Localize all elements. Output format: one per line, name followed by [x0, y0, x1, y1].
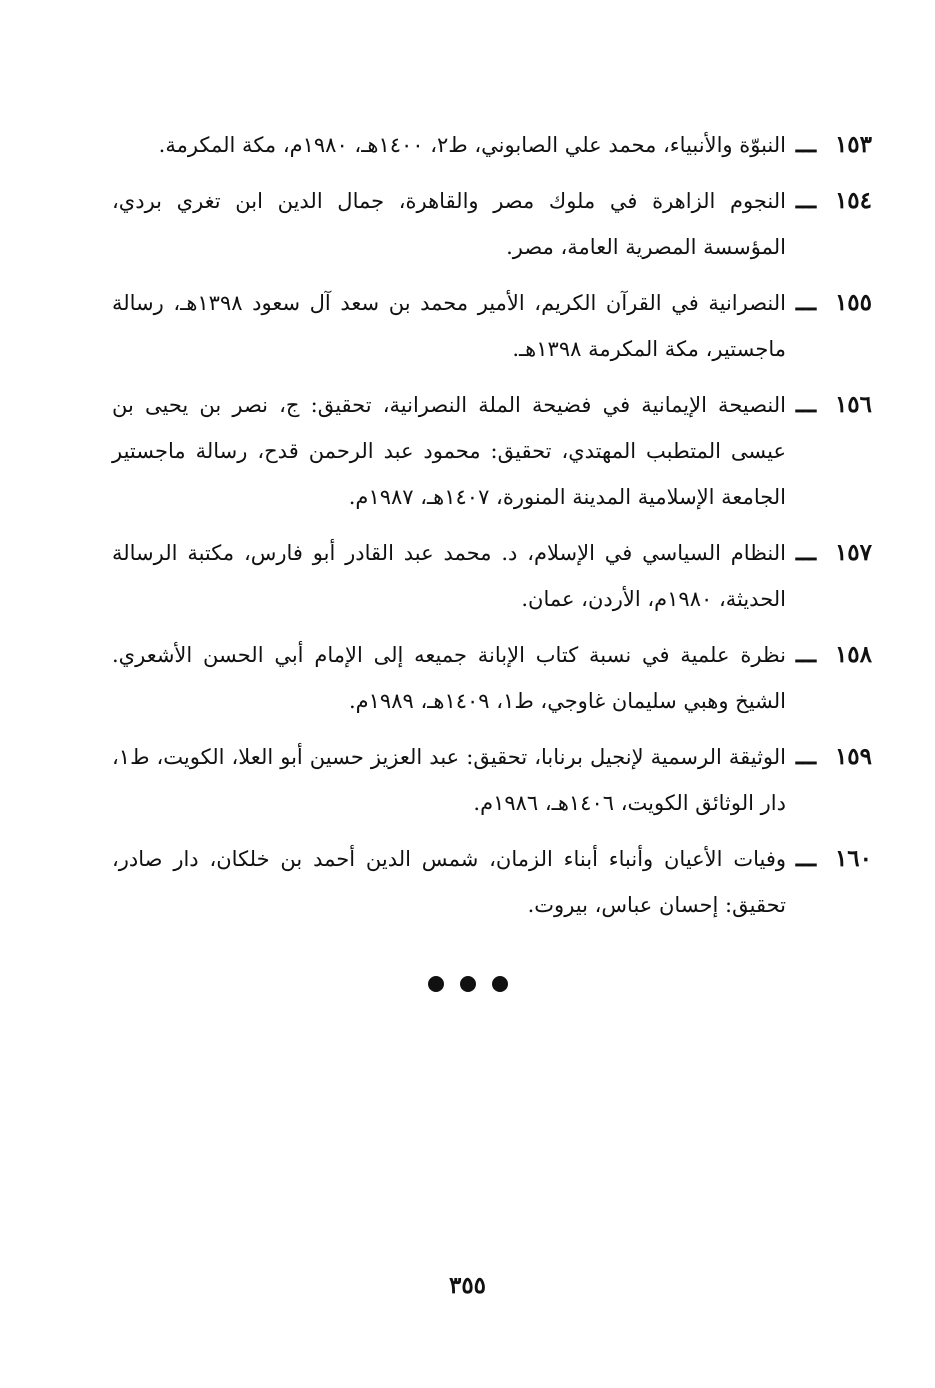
reference-dash: ـــ [795, 641, 817, 668]
reference-item [112, 382, 872, 520]
reference-text: النظام السياسي في الإسلام، د. محمد عبد القادر أبو فارس، مكتبة الرسالة الحديثة، ١٩٨٠م، الأردن، عمان. [112, 541, 786, 611]
ornament-dot [428, 976, 444, 992]
reference-item [112, 632, 872, 724]
reference-item [112, 178, 872, 270]
reference-text: نظرة علمية في نسبة كتاب الإبانة جميعه إلى الإمام أبي الحسن الأشعري. الشيخ وهبي سليمان غاوجي، ط١، ١٤٠٩هـ، ١٩٨٩م. [112, 643, 786, 713]
reference-text: النصيحة الإيمانية في فضيحة الملة النصرانية، تحقيق: ج، نصر بن يحيى بن عيسى المتطبب المهتدي، تحقيق: محمود عبد الرحمن قدح، رسالة ماجستير الجامعة الإسلامية المدينة المنورة، ١٤٠٧هـ، ١٩٨٧م. [112, 393, 786, 509]
ornament-dot [492, 976, 508, 992]
reference-number: ١٥٤ [834, 187, 872, 214]
reference-dash: ـــ [795, 131, 817, 158]
section-end-ornament [0, 976, 935, 992]
reference-dash: ـــ [795, 187, 817, 214]
reference-list [112, 122, 872, 938]
reference-dash: ـــ [795, 391, 817, 418]
reference-item [112, 734, 872, 826]
reference-dash: ـــ [795, 845, 817, 872]
reference-text: النجوم الزاهرة في ملوك مصر والقاهرة، جمال الدين ابن تغري بردي، المؤسسة المصرية العامة، مصر. [112, 189, 786, 259]
reference-text: النصرانية في القرآن الكريم، الأمير محمد بن سعد آل سعود ١٣٩٨هـ، رسالة ماجستير، مكة المكرمة ١٣٩٨هـ. [112, 291, 786, 361]
reference-text: النبوّة والأنبياء، محمد علي الصابوني، ط٢، ١٤٠٠هـ، ١٩٨٠م، مكة المكرمة. [158, 133, 786, 157]
reference-dash: ـــ [795, 743, 817, 770]
reference-number: ١٥٦ [834, 391, 872, 418]
reference-number: ١٥٥ [834, 289, 872, 316]
reference-item [112, 280, 872, 372]
reference-dash: ـــ [795, 539, 817, 566]
reference-number: ١٥٣ [834, 131, 872, 158]
reference-dash: ـــ [795, 289, 817, 316]
reference-item [112, 836, 872, 928]
page-number: ٣٥٥ [448, 1272, 487, 1299]
reference-text: وفيات الأعيان وأنباء أبناء الزمان، شمس الدين أحمد بن خلكان، دار صادر، تحقيق: إحسان عباس، بيروت. [112, 847, 787, 917]
ornament-dot [460, 976, 476, 992]
reference-item [112, 530, 872, 622]
reference-number: ١٥٨ [834, 641, 872, 668]
reference-text: الوثيقة الرسمية لإنجيل برنابا، تحقيق: عبد العزيز حسين أبو العلا، الكويت، ط١، دار الوثائق الكويت، ١٤٠٦هـ، ١٩٨٦م. [112, 745, 786, 815]
reference-number: ١٥٧ [834, 539, 872, 566]
reference-item [112, 122, 872, 168]
reference-number: ١٥٩ [834, 743, 872, 770]
reference-number: ١٦٠ [834, 845, 872, 872]
